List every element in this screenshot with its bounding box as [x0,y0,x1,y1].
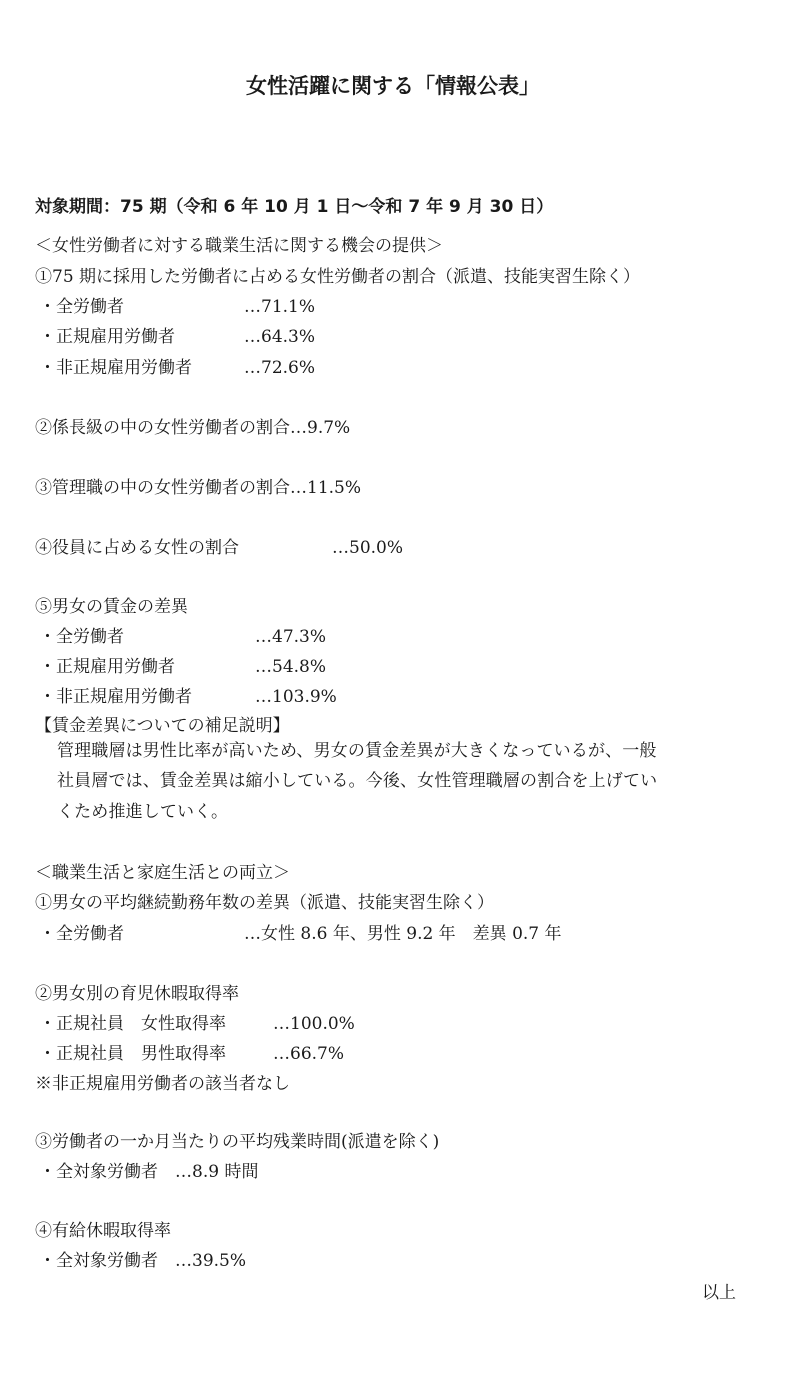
s1-item1-row: ・正規雇用労働者 [39,327,175,347]
s1-item4-label: ④役員に占める女性の割合 [35,538,239,558]
s2-item1-value: …女性 8.6 年、男性 9.2 年 差異 0.7 年 [244,924,562,944]
s2-item2-value: …66.7% [273,1044,345,1064]
s2-item2-title: ②男女別の育児休暇取得率 [35,984,239,1004]
target-period: 対象期間：75 期（令和 6 年 10 月 1 日〜令和 7 年 9 月 30 日） [35,197,554,217]
document-title: 女性活躍に関する「情報公表」 [246,74,540,98]
section2-heading: ＜職業生活と家庭生活との両立＞ [35,863,290,883]
s1-item5-row: ・全労働者 [39,627,124,647]
s1-item1-value: …72.6% [244,358,316,378]
section1-heading: ＜女性労働者に対する職業生活に関する機会の提供＞ [35,236,443,256]
s1-item5-title: ⑤男女の賃金の差異 [35,597,188,617]
s2-item2-row: ・正規社員 女性取得率 [39,1014,226,1034]
s1-item2: ②係長級の中の女性労働者の割合…9.7% [35,418,351,438]
s2-item4-title: ④有給休暇取得率 [35,1221,171,1241]
s1-item5-value: …47.3% [255,627,327,647]
wage-note-heading: 【賃金差異についての補足説明】 [35,716,290,736]
s2-item2-row: ・正規社員 男性取得率 [39,1044,226,1064]
wage-note-line: 社員層では、賃金差異は縮小している。今後、女性管理職層の割合を上げてい [57,771,658,792]
s2-item3-row: ・全対象労働者 …8.9 時間 [39,1162,259,1182]
s1-item4-value: …50.0% [332,538,404,558]
s2-item1-row: ・全労働者 [39,924,124,944]
closing-mark: 以上 [702,1283,736,1303]
wage-note-line: くため推進していく。 [57,801,229,822]
s1-item1-row: ・非正規雇用労働者 [39,358,192,378]
wage-note-line: 管理職層は男性比率が高いため、男女の賃金差異が大きくなっているが、一般 [57,741,657,761]
s1-item5-row: ・正規雇用労働者 [39,657,175,677]
s1-item5-row: ・非正規雇用労働者 [39,687,192,707]
s1-item5-value: …54.8% [255,657,327,677]
s1-item1-value: …71.1% [244,297,316,317]
s1-item5-value: …103.9% [255,687,337,707]
s1-item1-title: ①75 期に採用した労働者に占める女性労働者の割合（派遣、技能実習生除く） [35,267,641,287]
s1-item1-value: …64.3% [244,327,316,347]
s1-item1-row: ・全労働者 [39,297,124,317]
s2-item3-title: ③労働者の一か月当たりの平均残業時間(派遣を除く) [35,1132,440,1152]
wage-note-paragraph [57,736,747,827]
s2-item4-row: ・全対象労働者 …39.5% [39,1251,247,1271]
s1-item3: ③管理職の中の女性労働者の割合…11.5% [35,478,362,498]
s2-item1-title: ①男女の平均継続勤務年数の差異（派遣、技能実習生除く） [35,893,494,913]
s2-item2-note: ※非正規雇用労働者の該当者なし [35,1074,290,1094]
s2-item2-value: …100.0% [273,1014,355,1034]
